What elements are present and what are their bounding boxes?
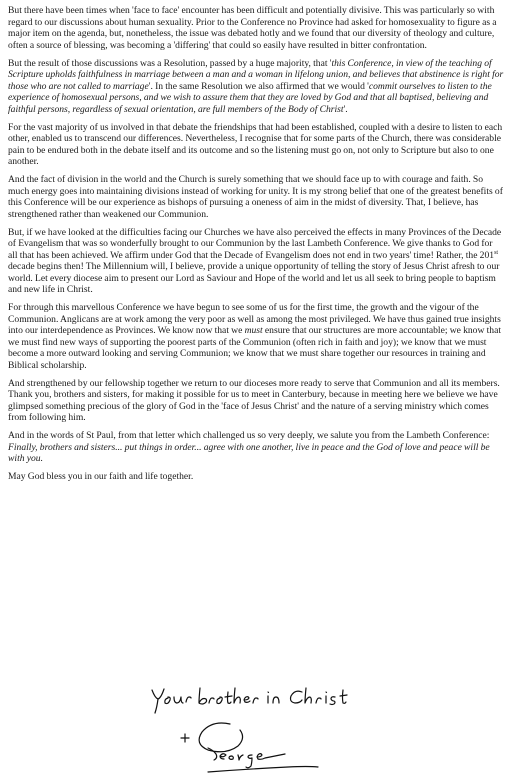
paragraph-2: But the result of those discussions was a Resolution, passed by a huge majority, that 'this Conference, in view of the teaching of Scripture upholds faithfulness in marriage between a man and a woman in lifelong union, and believes that abstinence is right for those who are not called to marriage'. In the same Resolution we also affirmed that we would 'commit ourselves to listen to the experience of homosexual persons, and we wish to assure them that they are loved by God and that all baptised, believing and faithful persons, regardless of sexual orientation, are full members of the Body of Christ'. bbox=[8, 57, 504, 115]
letter-body bbox=[8, 5, 504, 489]
signature-drawing bbox=[140, 682, 370, 777]
paragraph-6: For through this marvellous Conference we have begun to see some of us for the first time, the growth and the vigour of the Communion. Anglicans are at work among the very poor as well as among the most privileged. We have thus gained true insights into our interdependence as Provinces. We know now that we must ensure that our structures are more accountable; we know that we must find new ways of supporting the poorest parts of the Communion (often rich in faith and joy); we know that we must become a more outward looking and serving Communion; we know that we must share together our resources in training and Biblical scholarship. bbox=[8, 302, 501, 371]
paragraph-7: And strengthened by our fellowship together we return to our dioceses more ready to serve that Communion and all its members. Thank you, brothers and sisters, for making it possible for us to meet in Canterbury, because in meeting here we believe we have glimpsed something precious of the glory of God in the 'face of Jesus Christ' and the nature of a serving ministry which comes from following him. bbox=[8, 377, 500, 423]
handwritten-signature bbox=[140, 682, 370, 777]
paragraph-3: For the vast majority of us involved in that debate the friendships that had been established, coupled with a desire to listen to each other, enabled us to transcend our differences. Nevertheless, I recognise that for some parts of the Church, there was considerable pain to be endured both in the debate itself and its outcome and so the listening must go on, not only to Scripture but also to one another. bbox=[8, 121, 503, 167]
paragraph-4: And the fact of division in the world and the Church is surely something that we should face up to with courage and faith. So much energy goes into maintaining divisions instead of working for unity. It is my strong belief that one of the greatest benefits of this Conference will be our experience as bishops of pursuing a oneness of aim in the midst of diversity. That, I believe, has strengthened rather than weakened our Communion. bbox=[8, 174, 503, 220]
paragraph-9: May God bless you in our faith and life together. bbox=[8, 471, 194, 482]
paragraph-5: But, if we have looked at the difficulties facing our Churches we have also perceived the effects in many Provinces of the Decade of Evangelism that was so wonderfully brought to our Communion by the last Lambeth Conference. We give thanks to God for all that has been achieved. We affirm under God that the Decade of Evangelism does not end in two years' time! Rather, the 201st decade begins then! The Millennium will, I believe, provide a unique opportunity of telling the story of Jesus Christ afresh to our world. Let every diocese aim to present our Lord as Saviour and Hope of the world and let us all seek to bring people to baptism and new life in Christ. bbox=[8, 226, 502, 295]
paragraph-8: And in the words of St Paul, from that letter which challenged us so very deeply, we salute you from the Lambeth Conference: Finally, brothers and sisters... put things in order... agree with one another, live in peace and the God of love and peace will be with you. bbox=[8, 430, 490, 464]
paragraph-1: But there have been times when 'face to face' encounter has been difficult and potentially divisive. This was particularly so with regard to our discussions about human sexuality. Prior to the Conference no Province had asked for homosexuality to figure as a major item on the agenda, but, nonetheless, the issue was debated hotly and we found that our diversity of theology and culture, often a source of blessing, was becoming a 'differing' that could so easily have resulted in bitter confrontation. bbox=[8, 5, 497, 51]
